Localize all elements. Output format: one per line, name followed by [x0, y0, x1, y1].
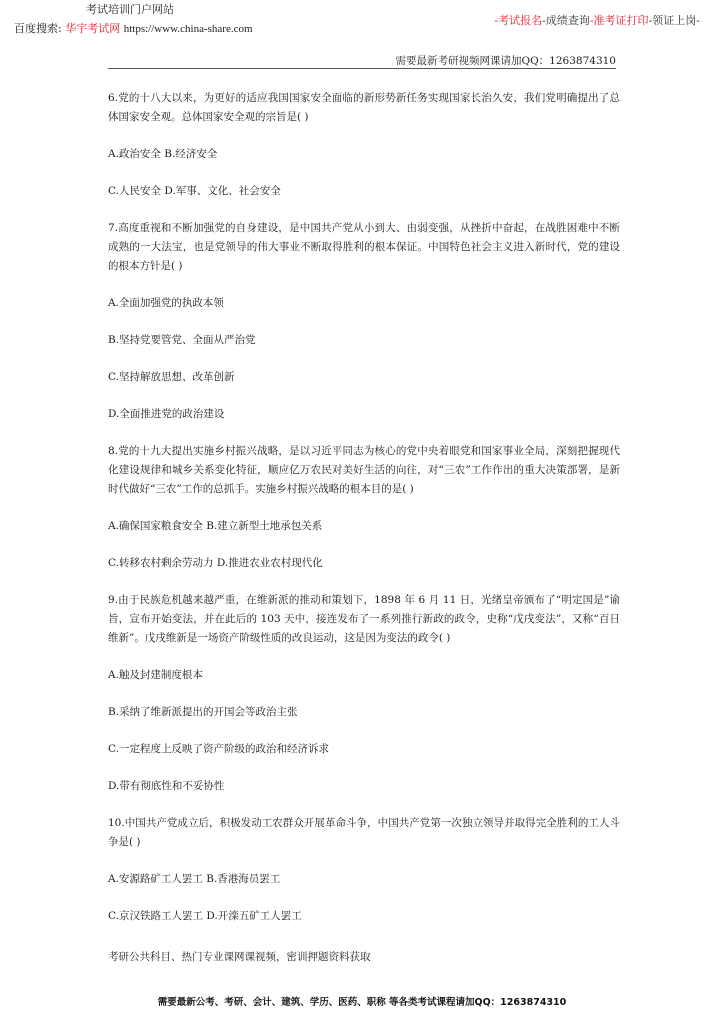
question-6-stem: 6.党的十八大以来，为更好的适应我国国家安全面临的新形势新任务实现国家长治久安，我们党明确提出了总体国家安全观。总体国家安全观的宗旨是( ): [108, 92, 620, 123]
question-8-option: A.确保国家粮食安全 B.建立新型土地承包关系: [108, 520, 323, 532]
header-divider: [108, 68, 616, 69]
search-hint: [14, 20, 253, 36]
header-links: [494, 12, 700, 28]
question-10-option: C.京汉铁路工人罢工 D.开滦五矿工人罢工: [108, 910, 302, 922]
question-7-option: B.坚持党要管党、全面从严治党: [108, 334, 256, 346]
question-6-option: A.政治安全 B.经济安全: [108, 148, 218, 160]
question-9-option: D.带有彻底性和不妥协性: [108, 780, 225, 792]
question-8-stem: 8.党的十九大提出实施乡村振兴战略，是以习近平同志为核心的党中央着眼党和国家事业全局，深刻把握现代化建设规律和城乡关系变化特征，顺应亿万农民对美好生活的向往，对“三农”工作作出的重大决策部署，是新时代做好“三农”工作的总抓手。实施乡村振兴战略的根本目的是( ): [108, 445, 620, 495]
link-score-query[interactable]: -成绩查询: [542, 14, 590, 27]
question-9-option: C.一定程度上反映了资产阶级的政治和经济诉求: [108, 743, 329, 755]
search-brand[interactable]: 华宇考试网: [65, 22, 121, 35]
footer-note: 考研公共科目、热门专业课网课视频，密训押题资料获取: [108, 951, 371, 963]
search-prefix: 百度搜索:: [14, 22, 62, 35]
question-7-stem: 7.高度重视和不断加强党的自身建设，是中国共产党从小到大、由弱变强，从挫折中奋起，在战胜困难中不断成熟的一大法宝，也是党领导的伟大事业不断取得胜利的根本保证。中国特色社会主义进入新时代，党的建设的根本方针是( ): [108, 222, 620, 272]
question-9-option: A.触及封建制度根本: [108, 669, 203, 681]
question-6-option: C.人民安全 D.军事、文化、社会安全: [108, 185, 281, 197]
link-certificate[interactable]: -领证上岗-: [648, 14, 700, 27]
question-8-option: C.转移农村剩余劳动力 D.推进农业农村现代化: [108, 557, 323, 569]
question-10-option: A.安源路矿工人罢工 B.香港海员罢工: [108, 873, 281, 885]
link-exam-registration[interactable]: -考试报名: [494, 14, 543, 27]
qq-notice: 需要最新考研视频网课请加QQ：1263874310: [395, 55, 616, 67]
search-url[interactable]: https://www.china-share.com: [123, 23, 253, 35]
question-9-option: B.采纳了维新派提出的开国会等政治主张: [108, 706, 298, 718]
site-name: 考试培训门户网站: [86, 3, 174, 16]
question-9-stem: 9.由于民族危机越来越严重，在维新派的推动和策划下，1898 年 6 月 11 日，光绪皇帝颁布了“明定国是”谕旨，宣布开始变法，并在此后的 103 天中，接连发布了一系列推行新政的政令，史称“戊戌变法”，又称“百日维新”。戊戌维新是一场资产阶级性质的改良运动，这是因为变法的政令( ): [108, 594, 620, 644]
footer-contact: 需要最新公考、考研、会计、建筑、学历、医药、职称 等各类考试课程请加QQ：1263874310: [157, 997, 567, 1008]
link-admission-ticket[interactable]: -准考证打印: [589, 14, 649, 27]
question-list: [108, 89, 620, 926]
question-10-stem: 10.中国共产党成立后，积极发动工农群众开展革命斗争，中国共产党第一次独立领导并取得完全胜利的工人斗争是( ): [108, 817, 620, 848]
question-7-option: D.全面推进党的政治建设: [108, 408, 225, 420]
question-7-option: C.坚持解放思想、改革创新: [108, 371, 235, 383]
question-7-option: A.全面加强党的执政本领: [108, 297, 224, 309]
